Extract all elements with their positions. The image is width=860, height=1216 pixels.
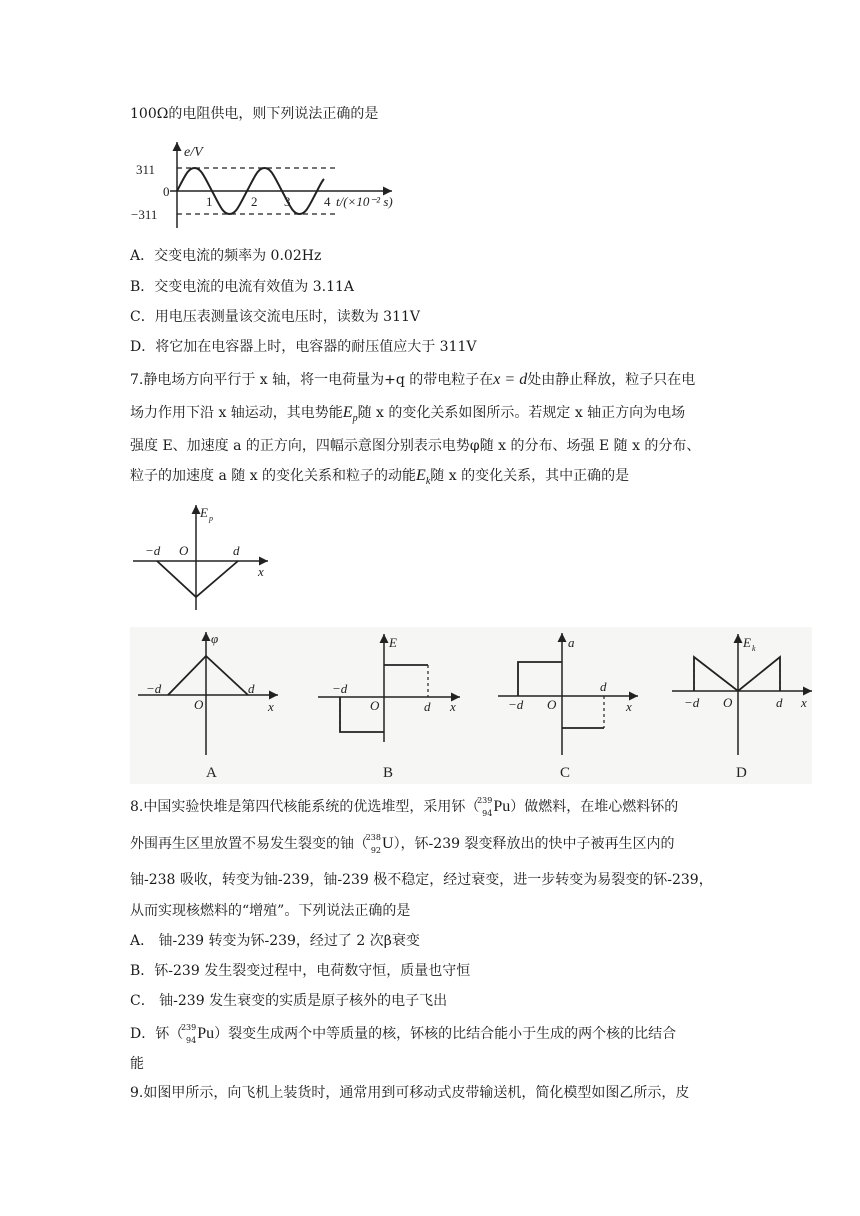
svg-text:d: d	[233, 543, 240, 558]
panel-a-letter: A	[206, 765, 217, 781]
question-6-stem-tail: 100Ω的电阻供电，则下列说法正确的是	[130, 106, 379, 122]
q8-option-d-cont: 能	[130, 1056, 144, 1072]
svg-text:E: E	[389, 635, 397, 650]
q7-stem-line-4: 粒子的加速度 a 随 x 的变化关系和粒子的动能$E_k$随 x 的变化关系，其中正确的是	[130, 467, 630, 487]
panel-d-letter: D	[736, 765, 747, 781]
answer-figures-photo	[130, 627, 812, 784]
svg-text:x: x	[258, 564, 264, 579]
y-tick-neg311: −311	[131, 207, 158, 222]
ep-curve	[157, 561, 238, 597]
svg-text:O: O	[179, 543, 189, 558]
q7-x-equals-d: x = d	[493, 371, 528, 388]
panel-d-ek-graph	[672, 634, 812, 781]
q8-stem-line-1: 8.中国实验快堆是第四代核能系统的优选堆型，采用钚（ 239 94 Pu）做燃料，在堆心燃料钚的	[130, 796, 679, 818]
svg-text:E: E	[743, 635, 751, 650]
y-tick-0: 0	[163, 184, 170, 199]
y-tick-311: 311	[136, 162, 156, 177]
svg-text:x: x	[801, 695, 807, 710]
svg-text:O: O	[723, 695, 733, 710]
q8-option-d: D．钚（ 239 94 Pu）裂变生成两个中等质量的核，钚核的比结合能小于生成的两个核的比结合	[130, 1023, 677, 1045]
q8-stem-line-2: 外围再生区里放置不易发生裂变的铀（ 238 92 U），钚-239 裂变释放出的快中子被再生区内的	[130, 833, 675, 855]
e-axis-label: e/V	[184, 145, 203, 160]
q8-stem-line-4: 从而实现核燃料的“增殖”。下列说法正确的是	[130, 903, 411, 919]
q7-stem-line-2: 场力作用下沿 x 轴运动，其电势能$E_p$随 x 的变化关系如图所示。若规定 x 轴正方向为电场	[130, 404, 686, 424]
q6-option-d: D．将它加在电容器上时，电容器的耐压值应大于 311V	[130, 339, 477, 355]
q8-stem-line-3: 铀-238 吸收，转变为铀-239，铀-239 极不稳定，经过衰变，进一步转变为易裂变的钚-239，	[130, 872, 713, 888]
svg-text:x: x	[450, 699, 456, 714]
q8-option-b: B．钚-239 发生裂变过程中，电荷数守恒，质量也守恒	[130, 963, 471, 979]
panel-b-letter: B	[383, 765, 394, 781]
svg-text:O: O	[370, 698, 380, 713]
svg-text:−d: −d	[684, 695, 700, 710]
t-axis-label: t/(×10⁻² s)	[336, 194, 393, 209]
svg-text:−d: −d	[146, 681, 162, 696]
svg-text:d: d	[248, 681, 255, 696]
svg-text:E: E	[200, 505, 208, 520]
svg-text:φ: φ	[211, 631, 219, 646]
svg-text:−d: −d	[145, 543, 161, 558]
q7-stem-line-3: 强度 E、加速度 a 的正方向，四幅示意图分别表示电势φ随 x 的分布、场强 E 随 x 的分布、	[130, 438, 701, 454]
panel-c-letter: C	[560, 765, 571, 781]
panel-a-phi-graph	[138, 631, 278, 781]
svg-text:a: a	[568, 635, 575, 650]
svg-text:x: x	[268, 699, 274, 714]
q6-option-a: A．交变电流的频率为 0.02Hz	[130, 248, 322, 264]
answer-figures-svg	[130, 627, 812, 784]
svg-text:d: d	[600, 679, 607, 694]
u-isotope-symbol: 238 92	[365, 833, 381, 855]
pu-isotope-symbol-d: 239 94	[180, 1023, 197, 1045]
q6-option-c: C．用电压表测量该交流电压时，读数为 311V	[130, 309, 420, 325]
svg-text:k: k	[752, 644, 756, 653]
q8-option-a: A． 铀-239 转变为钚-239，经过了 2 次β衰变	[130, 933, 420, 949]
q7-stem-line-1: 7.静电场方向平行于 x 轴，将一电荷量为+q 的带电粒子在x = d处由静止释放，粒子只在电	[130, 371, 696, 388]
svg-text:x: x	[626, 699, 632, 714]
x-tick-4: 4	[324, 194, 331, 209]
potential-energy-graph	[130, 500, 280, 612]
svg-text:−d: −d	[508, 697, 524, 712]
x-tick-1: 1	[206, 194, 213, 209]
q8-option-c: C． 铀-239 发生衰变的实质是原子核外的电子飞出	[130, 993, 448, 1009]
x-tick-2: 2	[251, 194, 258, 209]
svg-text:d: d	[776, 695, 783, 710]
x-tick-3: 3	[284, 194, 291, 209]
voltage-time-graph	[130, 136, 430, 234]
svg-text:O: O	[194, 697, 204, 712]
svg-text:d: d	[424, 699, 431, 714]
panel-b-e-graph	[318, 634, 460, 781]
q6-option-b: B．交变电流的电流有效值为 3.11A	[130, 279, 355, 295]
panel-c-a-graph	[498, 633, 638, 781]
svg-text:−d: −d	[332, 681, 348, 696]
svg-text:p: p	[209, 514, 213, 523]
pu-isotope-symbol: 239 94	[477, 796, 493, 818]
q9-stem-line-1: 9.如图甲所示，向飞机上装货时，通常用到可移动式皮带输送机，简化模型如图乙所示，皮	[130, 1085, 690, 1101]
svg-text:O: O	[547, 697, 557, 712]
